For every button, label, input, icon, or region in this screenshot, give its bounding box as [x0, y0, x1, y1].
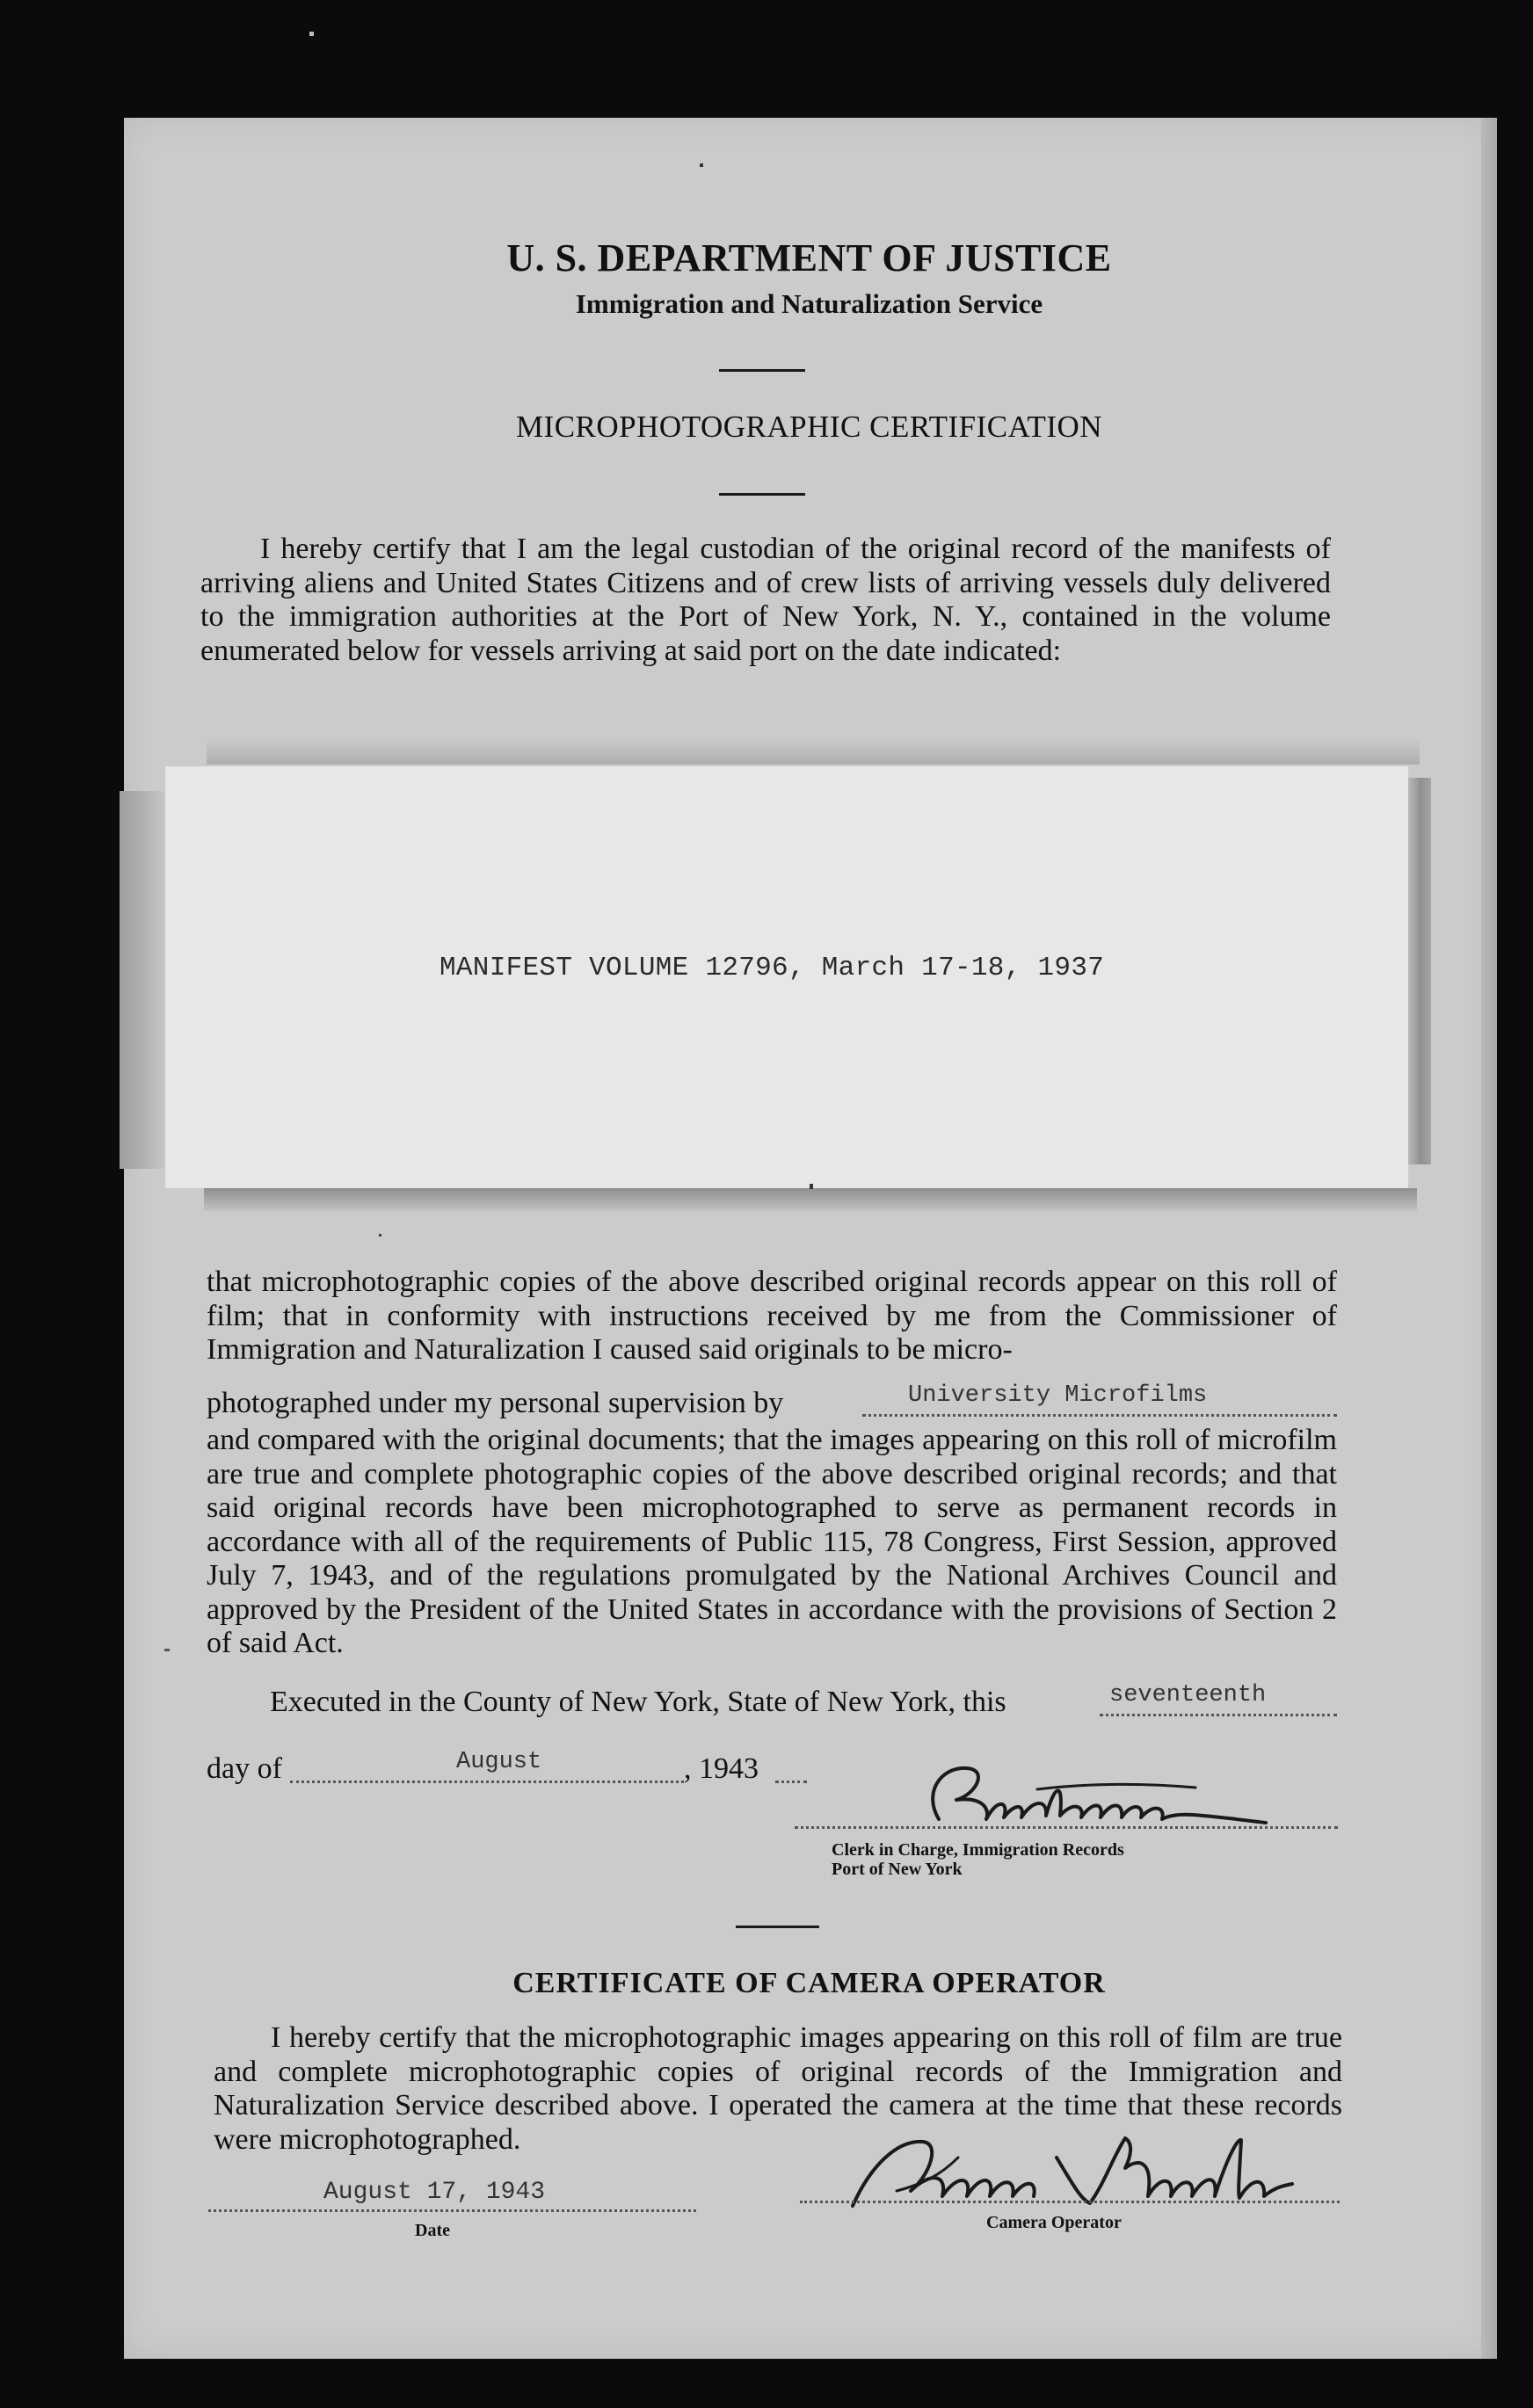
year-fill-line — [775, 1781, 807, 1783]
clerk-signature-line — [795, 1826, 1338, 1829]
section-divider — [736, 1926, 819, 1928]
clerk-signature — [905, 1758, 1283, 1837]
supervision-fill-line — [862, 1414, 1337, 1417]
day-value: seventeenth — [1109, 1682, 1267, 1708]
month-fill-line — [290, 1781, 684, 1783]
header-divider — [719, 369, 805, 372]
camera-operator-paragraph: I hereby certify that the microphotographic images appearing on this roll of film are true and complete microphotographic copies of original records of the Immigration and Naturalization Service described above. I operated the camera at the time that these records were microphotographed. — [214, 2021, 1342, 2156]
month-value: August — [456, 1749, 542, 1775]
service-subtitle: Immigration and Naturalization Service — [575, 288, 1043, 319]
slip-shadow — [1405, 778, 1431, 1164]
clerk-port: Port of New York — [832, 1860, 963, 1879]
paper-speck — [810, 1184, 813, 1189]
slip-shadow — [207, 738, 1420, 765]
camera-date-value: August 17, 1943 — [323, 2179, 546, 2206]
intro-paragraph: I hereby certify that I am the legal custodian of the original record of the manifests of arriving aliens and United States Citizens and of crew lists of arriving vessels duly delivered to the immigration authorities at the Port of New York, N. Y., contained in the volume enumerated below for vessels arriving at said port on the date indicated: — [200, 533, 1331, 667]
film-edge-mark — [309, 32, 314, 36]
slip-shadow — [204, 1188, 1417, 1211]
year-label: , 1943 — [684, 1752, 759, 1785]
certification-title: MICROPHOTOGRAPHIC CERTIFICATION — [515, 410, 1103, 444]
sheet-edge — [1481, 118, 1497, 2359]
department-title: U. S. DEPARTMENT OF JUSTICE — [506, 236, 1112, 279]
camera-date-label: Date — [415, 2221, 450, 2240]
camera-date-line — [208, 2209, 696, 2212]
paper-speck — [379, 1234, 381, 1237]
paper-speck — [164, 1649, 170, 1651]
header-divider — [719, 493, 805, 496]
camera-operator-signature-line — [800, 2201, 1340, 2203]
manifest-volume-text: MANIFEST VOLUME 12796, March 17-18, 1937 — [440, 953, 1105, 983]
day-fill-line — [1100, 1714, 1337, 1716]
camera-operator-label: Camera Operator — [986, 2213, 1122, 2232]
camera-operator-heading: CERTIFICATE OF CAMERA OPERATOR — [512, 1967, 1106, 1999]
execution-prefix: Executed in the County of New York, State of New York, this — [270, 1686, 1006, 1718]
day-of-label: day of — [207, 1752, 282, 1785]
supervision-value: University Microfilms — [908, 1382, 1208, 1409]
supervision-prefix: photographed under my personal supervision by — [207, 1387, 784, 1419]
body-paragraph-b: and compared with the original documents; that the images appearing on this roll of microfilm are true and complete photographic copies of the above described original records; and that said original records have been microphotographed to serve as permanent records in accordance with all of the requirements of Public 115, 78 Congress, First Session, approved July 7, 1943, and of the regulations promulgated by the National Archives Council and approved by the President of the United States in accordance with the provisions of Section 2 of said Act. — [207, 1424, 1337, 1659]
clerk-title: Clerk in Charge, Immigration Records — [832, 1840, 1124, 1860]
slip-shadow — [120, 791, 167, 1169]
camera-operator-signature — [826, 2122, 1301, 2219]
body-paragraph-a: that microphotographic copies of the above described original records appear on this roll of film; that in conformity with instructions received by me from the Commissioner of Immigration and Naturalization I caused said originals to be micro- — [207, 1266, 1337, 1366]
paper-speck — [700, 163, 703, 167]
